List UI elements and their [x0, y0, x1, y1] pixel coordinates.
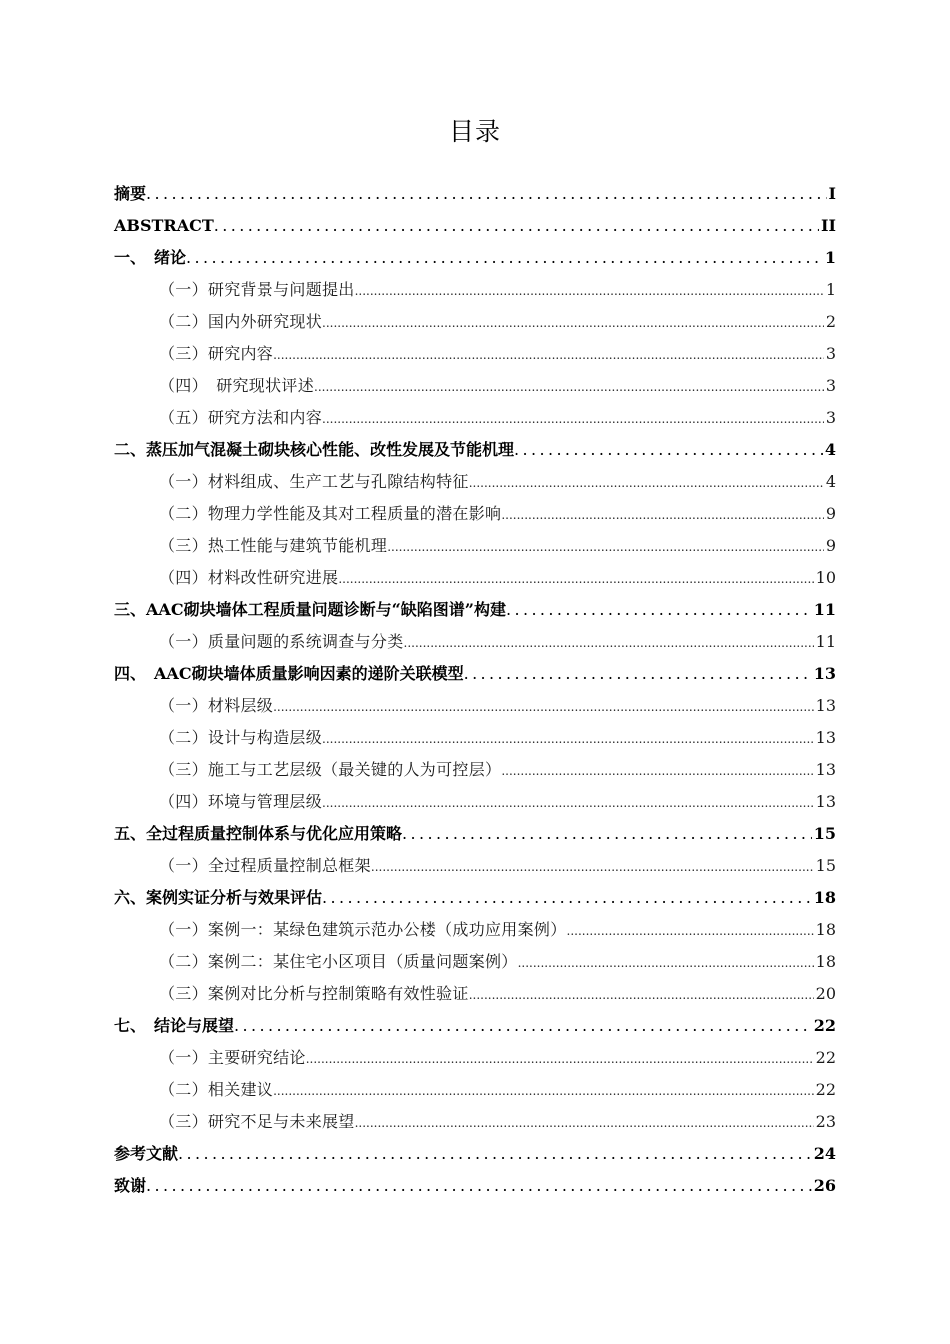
toc-entry-page: 26 — [813, 1176, 836, 1195]
toc-subentry[interactable] — [114, 498, 836, 530]
toc-entry-page: 15 — [813, 824, 836, 843]
dot-leader — [469, 978, 814, 1011]
dot-leader — [322, 882, 812, 914]
table-of-contents — [114, 178, 836, 1202]
toc-entry-label: （一）材料组成、生产工艺与孔隙结构特征 — [159, 472, 469, 491]
toc-entry-label: （一）材料层级 — [159, 696, 274, 715]
dot-leader — [506, 594, 812, 626]
toc-entry-page: 4 — [824, 440, 836, 459]
toc-entry[interactable] — [114, 658, 836, 690]
toc-entry-page: 22 — [815, 1048, 836, 1067]
toc-subentry[interactable] — [114, 370, 836, 402]
toc-subentry[interactable] — [114, 850, 836, 882]
dot-leader — [273, 690, 814, 723]
toc-entry-label: （二）相关建议 — [159, 1080, 274, 1099]
dot-leader — [501, 498, 824, 531]
toc-subentry[interactable] — [114, 562, 836, 594]
toc-entry-label: 六、案例实证分析与效果评估 — [114, 888, 323, 907]
toc-entry-page: 3 — [825, 376, 836, 395]
dot-leader — [567, 914, 814, 947]
toc-entry-page: 9 — [825, 536, 836, 555]
toc-entry-label: （二）案例二：某住宅小区项目（质量问题案例） — [159, 952, 518, 971]
toc-subentry[interactable] — [114, 786, 836, 818]
dot-leader — [355, 274, 824, 307]
dot-leader — [306, 1042, 814, 1075]
toc-subentry[interactable] — [114, 306, 836, 338]
toc-entry-label: （四）材料改性研究进展 — [159, 568, 339, 587]
toc-subentry[interactable] — [114, 1074, 836, 1106]
toc-entry-label: （四） 研究现状评述 — [159, 376, 315, 395]
toc-entry-page: 13 — [813, 664, 836, 683]
toc-entry-label: （一）主要研究结论 — [159, 1048, 306, 1067]
dot-leader — [501, 754, 813, 787]
dot-leader — [338, 562, 813, 595]
toc-entry-label: （二）国内外研究现状 — [159, 312, 323, 331]
toc-entry-label: （三）研究不足与未来展望 — [159, 1112, 355, 1131]
dot-leader — [146, 178, 827, 210]
toc-entry-page: 1 — [825, 280, 836, 299]
toc-subentry[interactable] — [114, 754, 836, 786]
dot-leader — [464, 658, 812, 690]
toc-entry[interactable] — [114, 242, 836, 274]
toc-entry-label: （四）环境与管理层级 — [159, 792, 323, 811]
toc-entry-page: 3 — [825, 408, 836, 427]
toc-entry[interactable] — [114, 178, 836, 210]
toc-entry-label: （三）施工与工艺层级（最关键的人为可控层） — [159, 760, 502, 779]
toc-entry-page: 22 — [813, 1016, 836, 1035]
dot-leader — [214, 210, 819, 242]
toc-entry-label: 摘要 — [114, 184, 147, 203]
toc-entry[interactable] — [114, 818, 836, 850]
toc-entry-label: （一）研究背景与问题提出 — [159, 280, 355, 299]
toc-entry-page: 20 — [815, 984, 836, 1003]
toc-entry-page: 13 — [815, 696, 836, 715]
dot-leader — [387, 530, 824, 563]
dot-leader — [273, 338, 824, 371]
toc-entry-page: 24 — [813, 1144, 836, 1163]
toc-subentry[interactable] — [114, 1106, 836, 1138]
toc-entry-label: （一）质量问题的系统调查与分类 — [159, 632, 404, 651]
toc-entry-label: 参考文献 — [114, 1144, 179, 1163]
dot-leader — [273, 1074, 814, 1107]
dot-leader — [371, 850, 814, 883]
toc-subentry[interactable] — [114, 338, 836, 370]
toc-entry-label: （五）研究方法和内容 — [159, 408, 323, 427]
toc-entry-label: ABSTRACT — [114, 216, 214, 235]
toc-subentry[interactable] — [114, 946, 836, 978]
dot-leader — [322, 402, 824, 435]
dot-leader — [178, 1138, 812, 1170]
dot-leader — [402, 818, 812, 850]
toc-entry-page: II — [821, 216, 836, 235]
toc-entry-page: 13 — [815, 792, 836, 811]
toc-subentry[interactable] — [114, 722, 836, 754]
toc-entry-page: 11 — [815, 632, 836, 651]
toc-entry-page: 23 — [815, 1112, 836, 1131]
toc-entry-page: 10 — [815, 568, 836, 587]
dot-leader — [469, 466, 824, 499]
toc-subentry[interactable] — [114, 530, 836, 562]
dot-leader — [146, 1170, 812, 1202]
toc-entry[interactable] — [114, 594, 836, 626]
toc-entry-label: （三）研究内容 — [159, 344, 274, 363]
toc-entry-label: （二）物理力学性能及其对工程质量的潜在影响 — [159, 504, 502, 523]
dot-leader — [234, 1010, 812, 1042]
dot-leader — [186, 242, 823, 274]
toc-entry-label: 二、蒸压加气混凝土砌块核心性能、改性发展及节能机理 — [114, 440, 515, 459]
dot-leader — [514, 434, 823, 466]
toc-entry-page: 9 — [825, 504, 836, 523]
dot-leader — [322, 786, 814, 819]
toc-entry-label: 四、 AAC砌块墙体质量影响因素的递阶关联模型 — [114, 664, 464, 683]
toc-entry-page: 22 — [815, 1080, 836, 1099]
toc-entry-page: 15 — [815, 856, 836, 875]
toc-entry-page: 1 — [824, 248, 836, 267]
toc-subentry[interactable] — [114, 978, 836, 1010]
toc-entry-label: 五、全过程质量控制体系与优化应用策略 — [114, 824, 403, 843]
toc-entry-label: 三、AAC砌块墙体工程质量问题诊断与“缺陷图谱”构建 — [114, 600, 506, 619]
toc-entry-page: 18 — [815, 952, 836, 971]
toc-subentry[interactable] — [114, 402, 836, 434]
toc-entry[interactable] — [114, 1010, 836, 1042]
toc-entry-label: （三）热工性能与建筑节能机理 — [159, 536, 388, 555]
toc-subentry[interactable] — [114, 1042, 836, 1074]
toc-entry-label: （一）全过程质量控制总框架 — [159, 856, 371, 875]
toc-entry-page: 13 — [815, 728, 836, 747]
toc-entry-page: 11 — [813, 600, 836, 619]
toc-entry[interactable] — [114, 1170, 836, 1202]
toc-entry-page: 18 — [815, 920, 836, 939]
toc-entry-page: 13 — [815, 760, 836, 779]
toc-entry-label: （二）设计与构造层级 — [159, 728, 323, 747]
toc-subentry[interactable] — [114, 626, 836, 658]
toc-subentry[interactable] — [114, 274, 836, 306]
dot-leader — [314, 370, 824, 403]
toc-entry-label: 七、 结论与展望 — [114, 1016, 235, 1035]
dot-leader — [518, 946, 814, 979]
toc-entry-label: （一）案例一：某绿色建筑示范办公楼（成功应用案例） — [159, 920, 567, 939]
toc-entry-page: 2 — [825, 312, 836, 331]
toc-entry-page: 3 — [825, 344, 836, 363]
toc-entry-page: 18 — [813, 888, 836, 907]
toc-entry[interactable] — [114, 210, 836, 242]
toc-title: 目录 — [448, 117, 501, 146]
dot-leader — [322, 722, 814, 755]
toc-entry-label: （三）案例对比分析与控制策略有效性验证 — [159, 984, 469, 1003]
toc-subentry[interactable] — [114, 466, 836, 498]
dot-leader — [404, 626, 814, 659]
toc-entry[interactable] — [114, 882, 836, 914]
toc-subentry[interactable] — [114, 914, 836, 946]
dot-leader — [355, 1106, 814, 1139]
toc-subentry[interactable] — [114, 690, 836, 722]
toc-entry[interactable] — [114, 1138, 836, 1170]
dot-leader — [322, 306, 824, 339]
toc-entry[interactable] — [114, 434, 836, 466]
toc-entry-label: 致谢 — [114, 1176, 147, 1195]
toc-entry-page: 4 — [825, 472, 836, 491]
toc-entry-page: I — [828, 184, 836, 203]
toc-entry-label: 一、 绪论 — [114, 248, 187, 267]
